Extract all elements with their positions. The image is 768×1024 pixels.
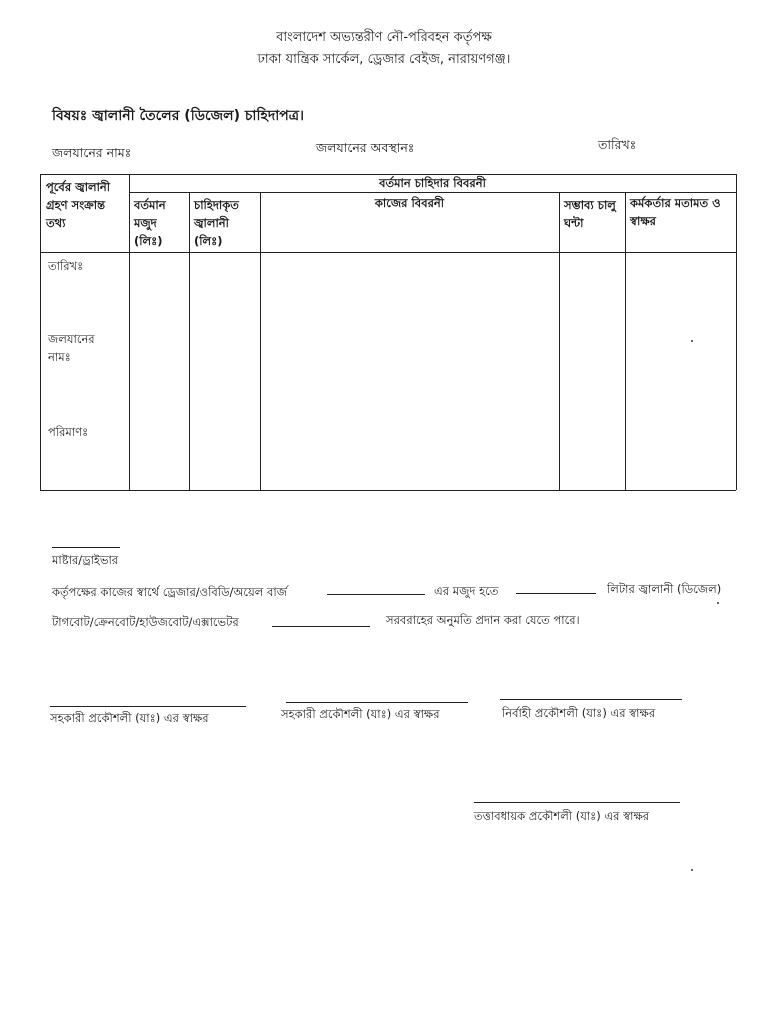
permission-text-1b: এর মজুদ হতে [434,584,499,598]
scan-speck [717,602,719,604]
master-driver-label: মাষ্টার/ড্রাইভার [52,553,119,567]
col-work-description: কাজের বিবরনী [374,196,445,210]
vessel-name-label: জলযানের নামঃ [52,145,132,160]
prev-quantity-label: পরিমাণঃ [48,425,89,439]
permission-text-1c: লিটার জ্বালানী (ডিজেল) [607,582,722,596]
office-address: ঢাকা যান্ত্রিক সার্কেল, ড্রেজার বেইজ, নারায়ণগঞ্জ। [257,52,511,67]
permission-text-2a: টাগবোট/ক্রেনবোট/হাউজবোট/এক্সাভেটর [52,615,239,629]
signature-superintending-engineer: তত্তাবধায়ক প্রকৌশলী (যাঃ) এর স্বাক্ষর [474,809,650,823]
col-group-current-demand: বর্তমান চাহিদার বিবরনী [379,176,486,190]
col-previous-fuel: পূর্বের জ্বালানী গ্রহণ সংক্রান্ত তথ্য [46,180,111,230]
vessel-location-label: জলযানের অবস্থানঃ [316,140,415,155]
col-demanded-fuel: চাহিদাকৃত জ্বালানী (লিঃ) [194,198,239,248]
scan-speck [691,340,693,342]
signature-asst-engineer-2: সহকারী প্রকৌশলী (যাঃ) এর স্বাক্ষর [281,707,440,721]
permission-text-2b: সরবরাহের অনুমতি প্রদান করা যেতে পারে। [386,613,580,627]
prev-vessel-name-label: জলযানের নামঃ [48,332,95,364]
prev-date-label: তারিখঃ [48,259,84,273]
office-name: বাংলাদেশ অভ্যন্তরীণ নৌ-পরিবহন কর্তৃপক্ষ [276,30,492,45]
signature-executive-engineer: নির্বাহী প্রকৌশলী (যাঃ) এর স্বাক্ষর [502,706,656,720]
subject-line: বিষয়ঃ জ্বালানী তৈলের (ডিজেল) চাহিদাপত্র। [52,108,305,124]
signature-asst-engineer-1: সহকারী প্রকৌশলী (যাঃ) এর স্বাক্ষর [50,711,209,725]
col-officer-opinion: কর্মকর্তার মতামত ও স্বাক্ষর [630,196,721,228]
col-current-stock: বর্তমান মজুদ (লিঃ) [134,198,166,248]
scan-speck [691,869,693,871]
date-label: তারিখঃ [598,137,637,152]
col-running-hours: সম্ভাব্য চালু ঘন্টা [564,198,616,230]
permission-text-1a: কর্তৃপক্ষের কাজের স্বার্থে ড্রেজার/ওবিডি/অয়েল বার্জ [52,585,288,599]
